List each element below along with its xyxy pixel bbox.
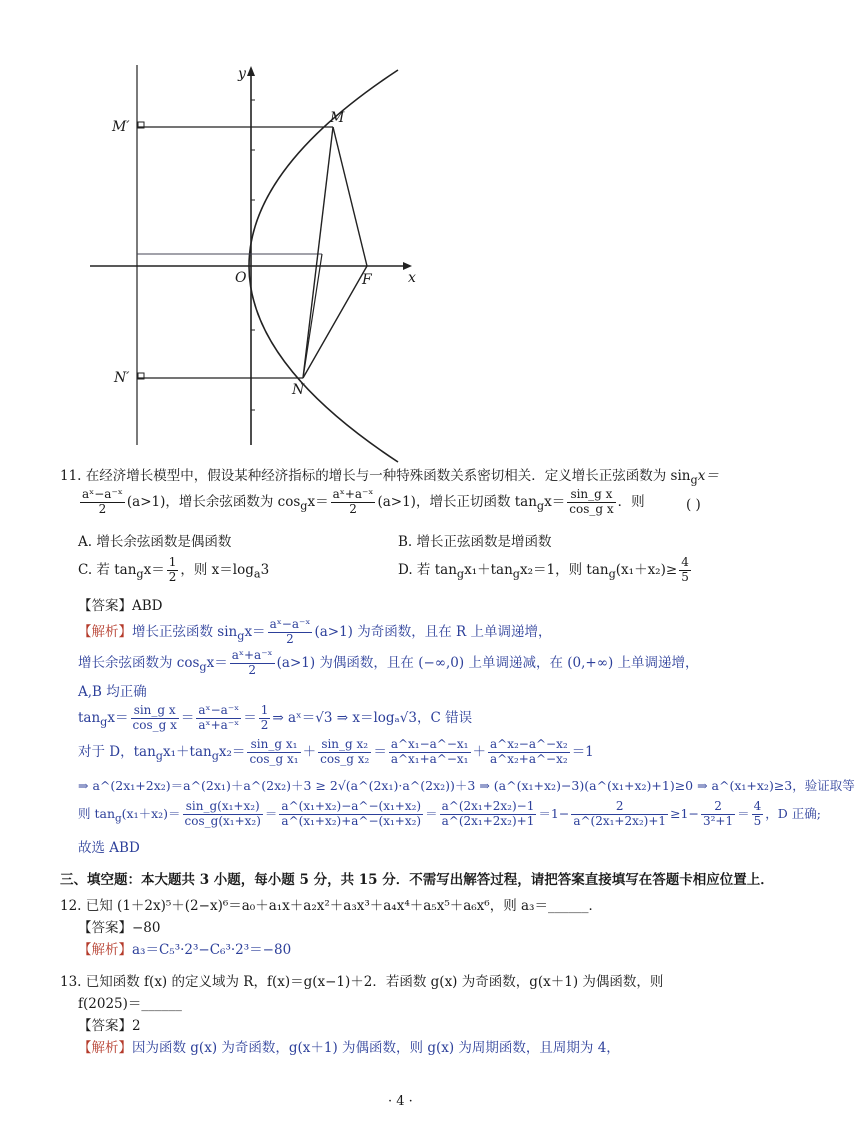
q11-analysis-line1: 【解析】增长正弦函数 $\sin_gx=$ $\frac{\text{aˣ−a⁻ˣ}}{2}$ (a>1) 为奇函数，且在 R 上单调递增，	[78, 617, 552, 646]
q11-analysis-line4: $\tan_gx=$ $\frac{\text{sin\_g x}}{\text{cos\_g x}}$ ＝ $\frac{\text{aˣ−a⁻ˣ}}{\text{aˣ+a⁻ˣ}}$ ＝ $\frac{1}{2}$ ⇒ aˣ＝√3 ⇒ x＝logₐ√3，C 错误	[78, 703, 473, 732]
label-N: N	[292, 382, 305, 398]
q11-answer-paren: ( )	[686, 497, 701, 513]
q11-analysis-line6: ⇒ a^(2x₁+2x₂)＝a^(2x₁)＋a^(2x₂)＋3 ≥ 2√(a^(2x₁)·a^(2x₂))＋3 ⇒ (a^(x₁+x₂)−3)(a^(x₁+x₂)+1)≥0 ⇒ a^(x₁+x₂)≥3，验证取等	[78, 778, 855, 793]
x-axis-arrow	[403, 262, 412, 270]
q12-answer: 【答案】−80	[78, 920, 161, 936]
q11-line2: $\frac{\text{aˣ−a⁻ˣ}}{2}$ (a>1)，增长余弦函数为 $\cos_gx=$ $\frac{\text{aˣ+a⁻ˣ}}{2}$ (a>1)，增长正切函数 $\tan_gx=$ $\frac{\text{sin\_g x}}{\text{cos\_g x}}$ ．则	[82, 487, 645, 516]
label-M-prime: M′	[112, 119, 130, 135]
q11-answer: 【答案】ABD	[78, 598, 163, 614]
q11-option-d: D. 若 $\tan_gx_1+\tan_gx_2=1$，则 $\tan_g(x_1+x_2)\ge$ $\frac{4}{5}$	[398, 555, 689, 584]
page-number: · 4 ·	[388, 1094, 413, 1109]
q11-analysis-line3: A,B 均正确	[78, 684, 147, 700]
q11-line1: 11. 在经济增长模型中，假设某种经济指标的增长与一种特殊函数关系密切相关．定义增长正弦函数为 $\sin_gx=$	[60, 468, 719, 487]
q11-option-a: A. 增长余弦函数是偶函数	[78, 534, 232, 550]
y-axis-arrow	[247, 66, 255, 76]
label-F: F	[362, 272, 372, 288]
label-N-prime: N′	[114, 370, 130, 386]
q12-analysis: 【解析】a₃＝C₅³·2³−C₆³·2³＝−80	[78, 942, 292, 958]
q11-analysis-line2: 增长余弦函数为 $\cos_gx=$ $\frac{\text{aˣ+a⁻ˣ}}{2}$ (a>1) 为偶函数，且在 (−∞,0) 上单调递减，在 (0,+∞) 上单调递增，	[78, 648, 699, 677]
label-M: M	[330, 110, 345, 126]
segment-MF	[333, 127, 367, 266]
parabola-figure	[0, 0, 800, 460]
label-O: O	[235, 270, 247, 286]
q11-analysis-line5: 对于 D，$\tan_gx_1+\tan_gx_2=$ $\frac{\text{sin\_g x₁}}{\text{cos\_g x₁}}$ ＋ $\frac{\text{sin\_g x₂}}{\text{cos\_g x₂}}$ ＝ $\frac{\text{a\textasciicircum{}x₁−a\textasciicircum{}−x₁}}{\text{a\textasciicircum{}x₁+a\textasciicircum{}−x₁}}$ ＋ $\frac{\text{a\textasciicircum{}x₂−a\textasciicircum{}−x₂}}{\text{a\textasciicircum{}x₂+a\textasciicircum{}−x₂}}$ ＝1	[78, 737, 594, 766]
q13-stem-line1: 13. 已知函数 f(x) 的定义域为 R，f(x)＝g(x−1)＋2．若函数 g(x) 为奇函数，g(x＋1) 为偶函数，则	[60, 974, 664, 990]
label-y: y	[238, 66, 246, 82]
q11-analysis-line7: 则 $\tan_g(x_1+x_2)=$ $\frac{\text{sin\_g(x₁+x₂)}}{\text{cos\_g(x₁+x₂)}}$ ＝ $\frac{\text{a\textasciicircum{}(x₁+x₂)−a\textasciicircum{}−(x₁+x₂)}}{\text{a\textasciicircum{}(x₁+x₂)+a\textasciicircum{}−(x₁+x₂)}}$ ＝ $\frac{\text{a\textasciicircum{}(2x₁+2x₂)−1}}{\text{a\textasciicircum{}(2x₁+2x₂)+1}}$ ＝1− $\frac{2}{\text{a\textasciicircum{}(2x₁+2x₂)+1}}$ ≥1− $\frac{2}{\text{3²+1}}$ ＝ $\frac{4}{5}$ ，D 正确;	[78, 799, 821, 828]
section3-heading: 三、填空题：本大题共 3 小题，每小题 5 分，共 15 分．不需写出解答过程，请把答案直接填写在答题卡相应位置上．	[60, 872, 774, 888]
segment-N-helper	[303, 254, 322, 378]
segment-MN	[303, 127, 333, 378]
q11-analysis-line8: 故选 ABD	[78, 840, 140, 856]
q11-option-c: C. 若 $\tan_gx=$ $\frac{1}{2}$ ，则 $x=\log_a3$	[78, 555, 270, 584]
label-x: x	[408, 270, 416, 286]
q13-stem-line2: f(2025)＝______	[78, 996, 182, 1012]
q13-analysis: 【解析】因为函数 g(x) 为奇函数，g(x＋1) 为偶函数，则 g(x) 为周期函数，且周期为 4，	[78, 1040, 620, 1056]
q13-answer: 【答案】2	[78, 1018, 141, 1034]
q11-option-b: B. 增长正弦函数是增函数	[398, 534, 552, 550]
q12-stem: 12. 已知 (1＋2x)⁵＋(2−x)⁶＝a₀＋a₁x＋a₂x²＋a₃x³＋a₄x⁴＋a₅x⁵＋a₆x⁶，则 a₃＝______．	[60, 898, 602, 914]
segment-NF	[303, 266, 367, 378]
